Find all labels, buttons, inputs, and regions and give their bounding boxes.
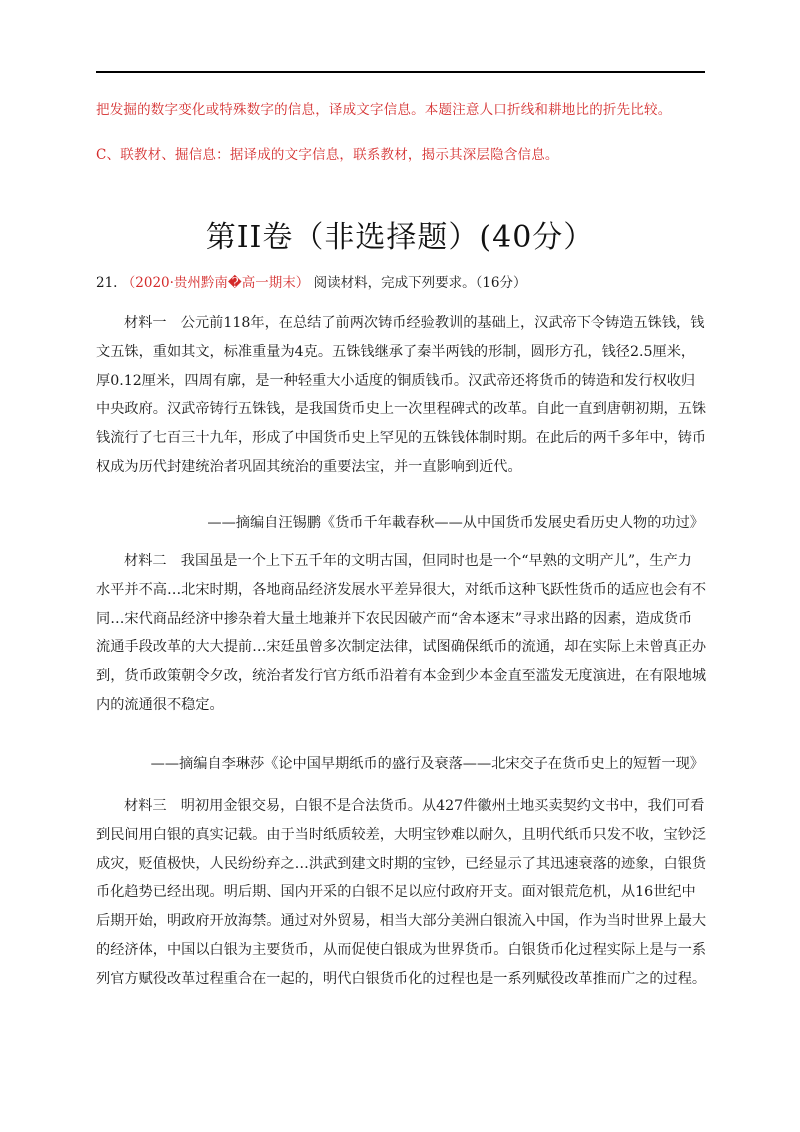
question-source: （2020·贵州黔南�高一期末） <box>121 275 310 291</box>
header-rule <box>96 71 705 73</box>
material-three-line: 的经济体，中国以白银为主要货币，从而促使白银成为世界货币。白银货币化过程实际上是与一系 <box>96 941 706 958</box>
question-instruction: 阅读材料，完成下列要求。（16分） <box>313 275 527 291</box>
material-three-line: 成灾，贬值极快，人民纷纷弃之…洪武到建文时期的宝钞，已经显示了其迅速衰落的迹象，白银货 <box>96 855 706 872</box>
header-note-2: C、联教材、掘信息：据译成的文字信息，联系教材，揭示其深层隐含信息。 <box>96 147 559 163</box>
material-one <box>96 309 706 482</box>
material-one-citation: ——摘编自汪锡鹏《货币千年載春秋——从中国货币发展史看历史人物的功过》 <box>207 515 704 531</box>
question-header <box>96 271 527 291</box>
material-two-line: 内的流通很不稳定。 <box>96 696 224 713</box>
material-two-line: 流通手段改革的大大提前…宋廷虽曾多次制定法律，试图确保纸币的流通，却在实际上未曾真正办 <box>96 639 706 656</box>
material-one-line: 中央政府。汉武帝铸行五铢钱，是我国货币史上一次里程碑式的改革。自此一直到唐朝初期，五铢 <box>96 401 706 418</box>
material-three-line: 材料三 明初用金银交易，白银不是合法货币。从427件徽州土地买卖契约文书中，我们可看 <box>124 798 705 814</box>
section-title: 第II卷（非选择题）(40分） <box>205 220 595 255</box>
material-one-line: 厚0.12厘米，四周有廓，是一种轻重大小适度的铜质钱币。汉武帝还将货币的铸造和发行权收归 <box>96 372 696 389</box>
material-three <box>96 792 706 994</box>
material-two <box>96 547 706 720</box>
material-two-line: 到，货币政策朝令夕改，统治者发行官方纸币沿着有本金到少本金直至滥发无度演进，在有限地城 <box>96 668 706 685</box>
header-note-1: 把发掘的数字变化或特殊数字的信息，译成文字信息。本题注意人口折线和耕地比的折先比较。 <box>96 102 672 118</box>
material-three-line: 币化趋势已经出现。明后期、国内开采的白银不足以应付政府开支。面对银荒危机，从16世纪中 <box>96 884 696 901</box>
material-one-line: 文五铢，重如其文，标准重量为4克。五铢钱继承了秦半两钱的形制，圆形方孔，钱径2.5厘米， <box>96 343 696 360</box>
material-three-line: 到民间用白银的真实记载。由于当时纸质较差，大明宝钞难以耐久，且明代纸币只发不收，宝钞泛 <box>96 826 706 843</box>
material-three-line: 后期开始，明政府开放海禁。通过对外贸易，相当大部分美洲白银流入中国，作为当时世界上最大 <box>96 913 706 930</box>
material-two-line: 同…宋代商品经济中掺杂着大量土地兼并下农民因破产而“舍本逐末”寻求出路的因素，造成货币 <box>96 610 693 627</box>
material-one-line: 权成为历代封建统治者巩固其统治的重要法宝，并一直影响到近代。 <box>96 458 522 475</box>
material-three-line: 列官方赋役改革过程重合在一起的，明代白银货币化的过程也是一系列赋役改革推而广之的过程。 <box>96 970 706 987</box>
material-two-citation: ——摘编自李琳莎《论中国早期纸币的盛行及衰落——北宋交子在货币史上的短暂一现》 <box>150 756 704 772</box>
question-number: 21. <box>96 275 118 291</box>
material-two-line: 材料二 我国虽是一个上下五千年的文明古国，但同时也是一个“早熟的文明产儿”，生产力 <box>124 553 692 569</box>
material-one-line: 材料一 公元前118年，在总结了前两次铸币经验教训的基础上，汉武帝下令铸造五铢钱，钱 <box>124 315 705 331</box>
material-two-line: 水平并不高…北宋时期，各地商品经济发展水平差异很大，对纸币这种飞跃性货币的适应也会有不 <box>96 581 706 598</box>
material-one-line: 钱流行了七百三十九年，形成了中国货币史上罕见的五铢钱体制时期。在此后的两千多年中，铸币 <box>96 430 706 447</box>
